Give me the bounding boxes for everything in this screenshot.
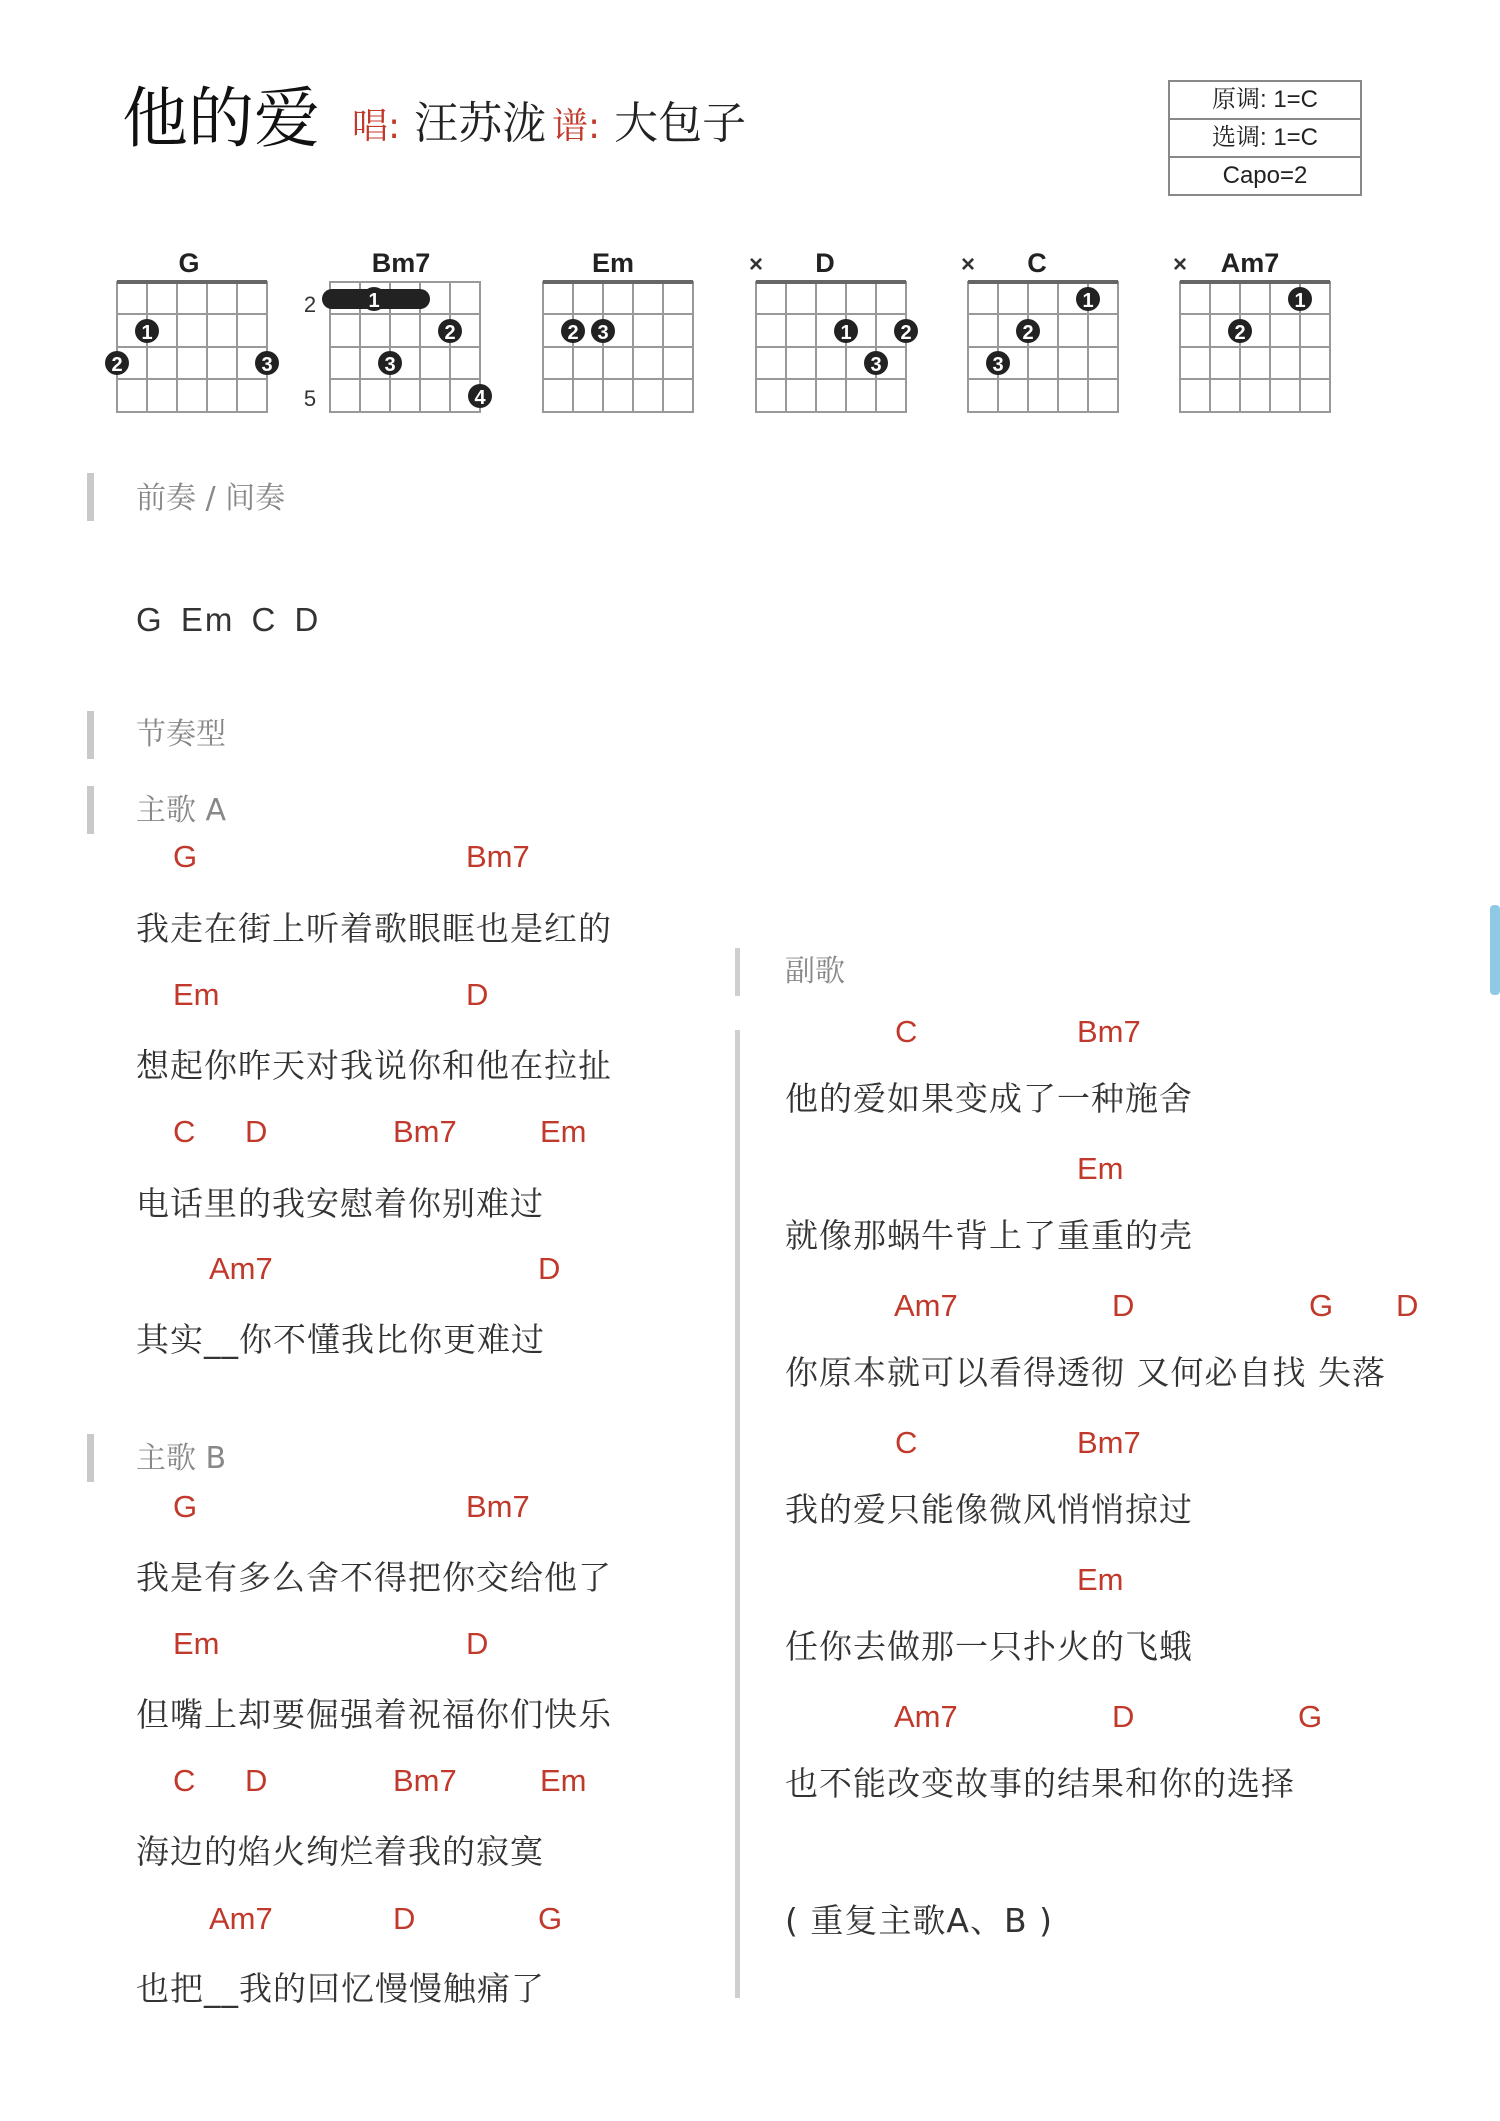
fret-label-5: 5 — [303, 386, 317, 411]
chord-label: G — [173, 1489, 198, 1524]
lyric-line: 想起你昨天对我说你和他在拉扯 — [136, 1046, 612, 1085]
lyric-line: 他的爱如果变成了一种施舍 — [785, 1079, 1193, 1118]
finger-dot — [378, 351, 402, 376]
section-marker — [87, 473, 94, 521]
finger-dot — [438, 319, 462, 344]
chord-label: D — [1112, 1288, 1135, 1323]
svg-text:1: 1 — [368, 290, 380, 312]
finger-dot — [105, 351, 129, 376]
chord-label: G — [173, 839, 198, 874]
chord-label: Am7 — [894, 1288, 958, 1323]
chord-diagram-c — [960, 248, 1118, 412]
chord-label: C — [895, 1425, 918, 1460]
chord-label: Am7 — [209, 1901, 273, 1936]
arranger-label: 谱: — [552, 106, 601, 147]
chord-name-g: G — [178, 248, 200, 278]
chord-label: Bm7 — [466, 839, 530, 874]
mute-mark: × — [1172, 251, 1188, 278]
verse-a-label: 主歌 A — [136, 793, 227, 828]
finger-dot — [1076, 287, 1100, 312]
chord-label: C — [173, 1114, 196, 1149]
chord-label: Bm7 — [393, 1114, 457, 1149]
chord-label: Em — [173, 1626, 220, 1661]
arranger-name: 大包子 — [614, 98, 747, 149]
chord-label: Bm7 — [1077, 1425, 1141, 1460]
lyric-line: 也不能改变故事的结果和你的选择 — [785, 1764, 1295, 1803]
intro-section-label: 前奏 / 间奏 — [136, 481, 286, 516]
svg-text:2: 2 — [1234, 322, 1246, 344]
chord-label: D — [466, 1626, 489, 1661]
chord-diagram-g — [105, 280, 279, 412]
chord-label: D — [1112, 1699, 1135, 1734]
chord-label: C — [173, 1763, 196, 1798]
chord-label: Em — [540, 1114, 587, 1149]
lyric-line: 但嘴上却要倔强着祝福你们快乐 — [136, 1695, 612, 1734]
repeat-note: ( 重复主歌A、B ) — [785, 1901, 1053, 1940]
chord-label: G — [1309, 1288, 1334, 1323]
chord-label: D — [245, 1114, 268, 1149]
capo-info: Capo=2 — [1222, 162, 1308, 189]
chord-name-bm7: Bm7 — [371, 248, 431, 278]
svg-text:2: 2 — [900, 322, 912, 344]
chord-label: Bm7 — [1077, 1014, 1141, 1049]
mute-mark: × — [960, 251, 976, 278]
chord-label: D — [245, 1763, 268, 1798]
fret-label-2: 2 — [303, 292, 317, 317]
chord-label: D — [538, 1251, 561, 1286]
lyric-line: 也把__我的回忆慢慢触痛了 — [136, 1969, 545, 2008]
section-marker — [87, 1434, 94, 1482]
svg-text:1: 1 — [141, 322, 153, 344]
finger-dot — [864, 351, 888, 376]
chord-label: Em — [173, 977, 220, 1012]
chord-label: Bm7 — [393, 1763, 457, 1798]
lyric-line: 你原本就可以看得透彻 又何必自找 失落 — [785, 1353, 1386, 1392]
chord-name-em: Em — [591, 248, 635, 278]
finger-dot — [1228, 319, 1252, 344]
chord-label: D — [466, 977, 489, 1012]
svg-text:2: 2 — [444, 322, 456, 344]
lyric-line: 我是有多么舍不得把你交给他了 — [136, 1558, 612, 1597]
svg-text:3: 3 — [870, 354, 882, 376]
svg-text:3: 3 — [384, 354, 396, 376]
svg-text:2: 2 — [111, 354, 123, 376]
finger-dot — [834, 319, 858, 344]
finger-dot — [468, 384, 492, 409]
chorus-label: 副歌 — [785, 954, 845, 989]
singer-label: 唱: — [352, 106, 401, 147]
singer-name: 汪苏泷 — [414, 98, 547, 149]
finger-dot — [561, 319, 585, 344]
finger-dot — [591, 319, 615, 344]
chord-label: C — [895, 1014, 918, 1049]
chord-label: Em — [540, 1763, 587, 1798]
song-title: 他的爱 — [122, 80, 320, 157]
finger-dot — [894, 319, 918, 344]
finger-dot — [986, 351, 1010, 376]
finger-dot — [1288, 287, 1312, 312]
chord-name-c: C — [1027, 248, 1047, 278]
chord-label: D — [1396, 1288, 1419, 1323]
chord-diagram-d — [748, 248, 918, 412]
verse-b-label: 主歌 B — [136, 1441, 227, 1476]
chord-name-d: D — [815, 248, 835, 278]
column-divider — [735, 1030, 740, 1998]
chord-diagram-em — [543, 280, 693, 412]
svg-text:2: 2 — [1022, 322, 1034, 344]
svg-text:3: 3 — [261, 354, 273, 376]
mute-mark: × — [748, 251, 764, 278]
section-marker — [87, 786, 94, 834]
chord-label: Am7 — [894, 1699, 958, 1734]
finger-dot — [135, 319, 159, 344]
svg-text:1: 1 — [1082, 290, 1094, 312]
lyric-line: 我的爱只能像微风悄悄掠过 — [785, 1490, 1193, 1529]
column-divider-top — [735, 948, 740, 996]
lyric-line: 就像那蜗牛背上了重重的壳 — [785, 1216, 1193, 1255]
chord-label: Am7 — [209, 1251, 273, 1286]
section-marker — [87, 711, 94, 759]
chord-label: Em — [1077, 1562, 1124, 1597]
lyric-line: 电话里的我安慰着你别难过 — [136, 1184, 544, 1223]
finger-dot — [1016, 319, 1040, 344]
svg-text:4: 4 — [474, 387, 486, 409]
chord-name-am7: Am7 — [1220, 248, 1280, 278]
selected-key: 选调: 1=C — [1170, 120, 1360, 158]
intro-chords: G Em C D — [136, 601, 321, 638]
finger-dot — [255, 351, 279, 376]
lyric-line: 其实__你不懂我比你更难过 — [136, 1320, 545, 1359]
original-key: 原调: 1=C — [1170, 82, 1360, 120]
chord-label: Em — [1077, 1151, 1124, 1186]
svg-text:3: 3 — [597, 322, 609, 344]
chord-label: D — [393, 1901, 416, 1936]
lyric-line: 任你去做那一只扑火的飞蛾 — [785, 1627, 1193, 1666]
chord-diagrams — [0, 0, 1500, 440]
svg-text:2: 2 — [567, 322, 579, 344]
edge-scroll-tab[interactable] — [1490, 905, 1500, 995]
svg-text:3: 3 — [992, 354, 1004, 376]
chord-label: G — [1298, 1699, 1323, 1734]
rhythm-section-label: 节奏型 — [136, 717, 226, 752]
svg-text:1: 1 — [1294, 290, 1306, 312]
chord-diagram-bm7 — [304, 282, 492, 412]
lyric-line: 我走在街上听着歌眼眶也是红的 — [136, 909, 612, 948]
chord-diagram-am7 — [1172, 248, 1330, 412]
chord-label: Bm7 — [466, 1489, 530, 1524]
chord-label: G — [538, 1901, 563, 1936]
lyric-line: 海边的焰火绚烂着我的寂寞 — [136, 1832, 544, 1871]
svg-text:1: 1 — [840, 322, 852, 344]
